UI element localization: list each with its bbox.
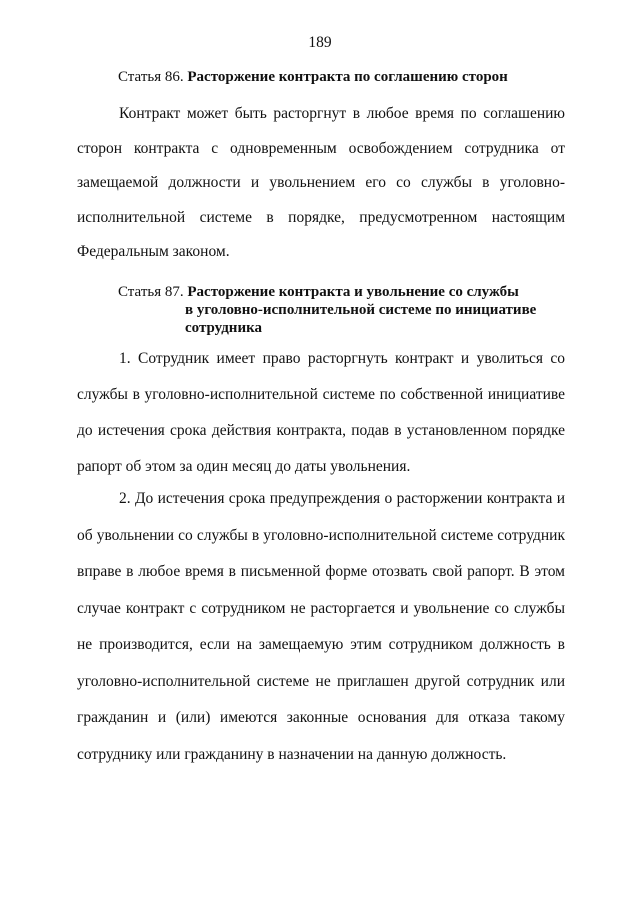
article-87-prefix: Статья 87. — [118, 284, 184, 300]
article-87-title-line-1: Расторжение контракта и увольнение со службы — [187, 284, 519, 300]
article-86-heading — [118, 68, 578, 86]
article-86-prefix: Статья 86. — [118, 69, 184, 85]
article-87-part-2: 2. До истечения срока предупреждения о расторжении контракта и об увольнении со службы в уголовно-исполнительной системе сотрудник вправе в любое время в письменной форме отозвать свой рапорт. В этом случае контракт с сотрудником не расторгается и увольнение со службы не производится, если на замещаемую этим сотрудником должность в уголовно-исполнительной системе не приглашен другой сотрудник или гражданин и (или) имеются законные основания для отказа такому сотруднику или гражданину в назначении на данную должность. — [77, 490, 565, 763]
article-87-heading — [118, 283, 578, 337]
page-number: 189 — [308, 34, 332, 51]
article-87-part-1: 1. Сотрудник имеет право расторгнуть контракт и уволиться со службы в уголовно-исполнительной системе по собственной инициативе до истечения срока действия контракта, подав в установленном порядке рапорт об этом за один месяц до даты увольнения. — [77, 350, 565, 475]
article-86-text: Контракт может быть расторгнут в любое время по соглашению сторон контракта с одновременным освобождением сотрудника от замещаемой должности и увольнением его со службы в уголовно-исполнительной системе в порядке, предусмотренном настоящим Федеральным законом. — [77, 105, 565, 260]
article-86-title: Расторжение контракта по соглашению сторон — [187, 69, 508, 85]
article-87-title-line-3: сотрудника — [185, 320, 262, 336]
article-87-title-line-2: в уголовно-исполнительной системе по инициативе — [185, 302, 537, 318]
